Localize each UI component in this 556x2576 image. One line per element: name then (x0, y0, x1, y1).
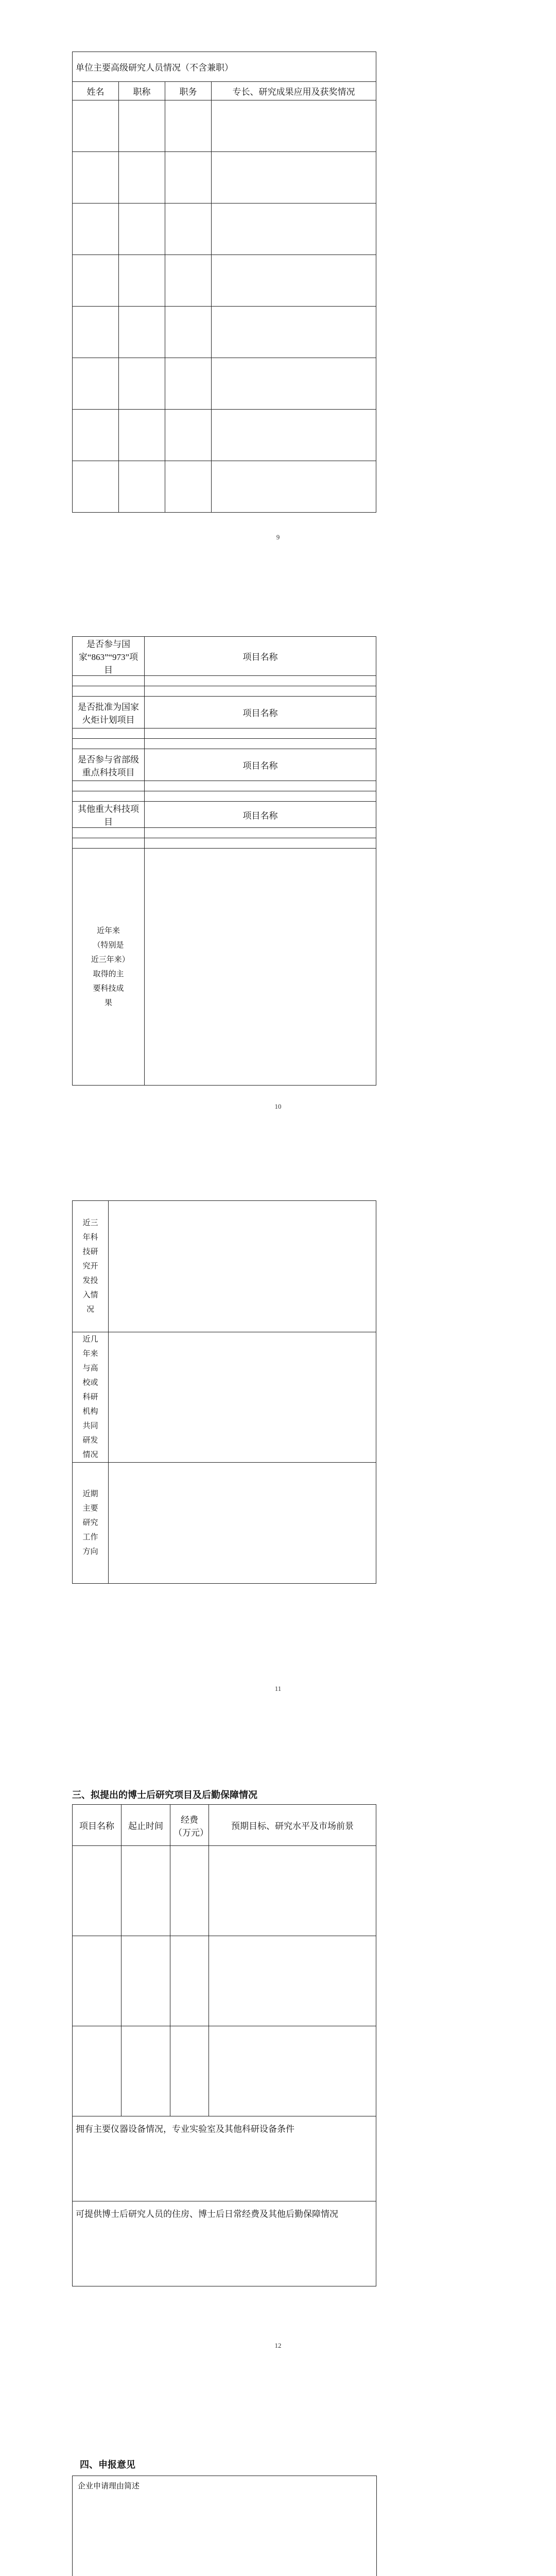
project-name-label: 项目名称 (145, 697, 376, 728)
column-header: 姓名 (73, 82, 119, 100)
row-label: 是否参与国家“863”“973”项目 (73, 637, 145, 676)
row-label: 是否批准为国家火炬计划项目 (73, 697, 145, 728)
achievements-label: 近年来（特别是近三年来）取得的主要科技成果 (91, 926, 126, 1007)
page-number: 12 (274, 2342, 282, 2349)
project-name-label: 项目名称 (145, 637, 376, 676)
column-header: 项目名称 (73, 1805, 121, 1846)
page-number: 11 (274, 1685, 282, 1692)
project-name-label: 项目名称 (145, 749, 376, 781)
projects-table (72, 636, 376, 1086)
section-label: 近三年科技研究开发投入情况 (82, 1219, 98, 1314)
page-number: 9 (276, 533, 280, 541)
equipment-label: 拥有主要仪器设备情况，专业实验室及其他科研设备条件 (73, 2116, 376, 2201)
table-header: 单位主要高级研究人员情况（不含兼职） (73, 52, 376, 82)
column-header: 预期目标、研究水平及市场前景 (209, 1805, 376, 1846)
project-name-label: 项目名称 (145, 802, 376, 828)
page-9 (0, 0, 556, 577)
page-number: 10 (274, 1103, 282, 1110)
senior-researchers-table (72, 52, 376, 513)
row-label: 其他重大科技项目 (73, 802, 145, 828)
section-label: 近几年来与高校或科研机构共同研发情况 (82, 1335, 98, 1459)
page-12 (0, 1772, 556, 2442)
column-header: 职务 (165, 82, 212, 100)
section-heading: 四、申报意见 (80, 2460, 135, 2470)
row-label: 是否参与省部级重点科技项目 (73, 749, 145, 781)
reason-label: 企业申请理由简述 (78, 2482, 140, 2490)
opinion-box (72, 2476, 377, 2576)
page-11 (0, 1190, 556, 1772)
page-13 (0, 2442, 556, 2576)
research-table (72, 1200, 376, 1584)
section-heading: 三、拟提出的博士后研究项目及后勤保障情况 (72, 1790, 257, 1800)
column-header: 经费（万元） (170, 1805, 209, 1846)
column-header: 专长、研究成果应用及获奖情况 (212, 82, 376, 100)
column-header: 起止时间 (121, 1805, 170, 1846)
column-header: 职称 (119, 82, 165, 100)
page-10 (0, 587, 556, 1180)
postdoc-projects-table (72, 1804, 376, 2286)
support-label: 可提供博士后研究人员的住房、博士后日常经费及其他后勤保障情况 (73, 2201, 376, 2286)
section-label: 近期主要研究工作方向 (82, 1490, 98, 1556)
